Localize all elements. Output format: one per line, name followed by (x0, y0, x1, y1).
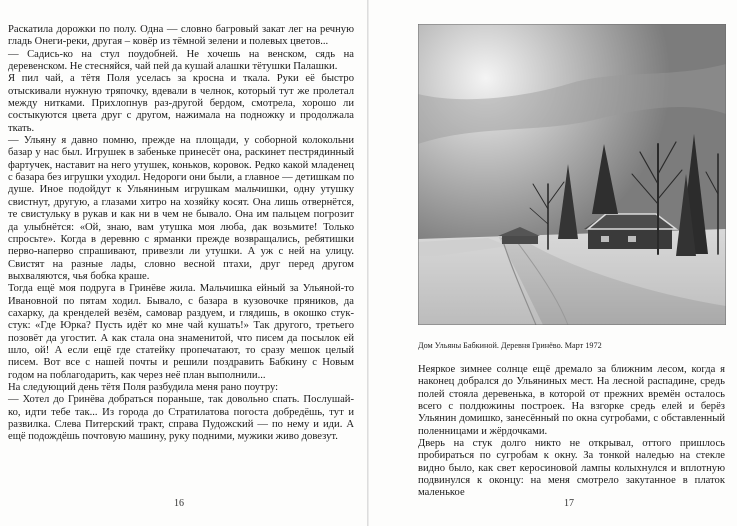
paragraph: Дверь на стук долго никто не открывал, оттого пришлось пробираться по сугробам к окну. За тонкой наледью на стекле видно было, как свет керосиновой лампы колыхнулся и вплотную подвинулся к оконцу: на меня смотрело закутанное в платок маленькое (418, 438, 725, 499)
page-number-left: 16 (174, 498, 184, 509)
photo-caption: Дом Ульяны Бабкиной. Деревня Гринёво. Март 1972 (418, 341, 602, 350)
paragraph: Я пил чай, а тётя Поля уселась за кросна и ткала. Руки её быстро отыскивали нужную тряпочку, вдевали в челнок, который тут же пролетал между нитками. Прихлопнув раз-другой бердом, смотрела, хорошо ли состыкуются цвета друг с другом, нажимала на подножку и продолжала ткать. (8, 73, 354, 134)
paragraph: Раскатила дорожки по полу. Одна — словно багровый закат лег на речную гладь Онеги-реки, другая – ковёр из тёмной зелени и полевых цветов... (8, 24, 354, 48)
left-page (0, 0, 368, 526)
house-photo (418, 24, 726, 325)
paragraph: — Хотел до Гринёва добраться пораньше, так довольно спать. Послушай-ко, идти тебе так... Из города до Стратилатова погоста добредёшь, тут и развилка. Слева Питерский тракт, справа Пудожский — по нему и иди. А ещё подождёшь почтовую машину, руку подними, мужики живо довезут. (8, 394, 354, 443)
right-page (369, 0, 737, 526)
left-page-text (8, 24, 354, 444)
paragraph: Тогда ещё моя подруга в Гринёве жила. Мальчишка ейный за Ульяной-то Ивановной по пятам ходил. Бывало, с базара в кузовочке пряников, да сахарку, да кренделей везём, самовар раздуем, и глядишь, в окошко стук-стук: «Где Юрка? Пусть идёт ко мне чай кушать!» Так другого, третьего позовёт да угостит. А как стала она знаменитой, что писем да посылок ей шло, ой! А если ещё где статейку пропечатают, то сразу мешок целый писем. Вот все с нашей почты и решили поздравить Бабкину с Новым годом на поблагодарить, как через неё план выполнили... (8, 283, 354, 381)
paragraph: — Ульяну я давно помню, прежде на площади, у соборной колокольни базар у нас был. Игрушек в забеньке принесёт она, раскинет пестрядинный фартучек, наставит на него утушек, коньков, коровок. Редко какой младенец с базара без игрушки уходил. Недороги они были, а главное — детишкам по душе. Иное подойдут к Ульяниным игрушкам мальчишки, одну утушку свистнут, другую, а глазами хитро на хозяйку косят. Она лишь отвернётся, те свистульку в рукав и как ни в чем не бывало. Она им пальцем погрозит да улыбнётся: «Ой, знаю, вам утушка моя люба, дак возьмите! Только спросьте». Когда в деревню с ярманки прежде возвращались, ребятишки перво-наперво спрашивают, привезли ли утушки. А уж с ней на улицу. Свистят на разные лады, словно весной птахи, друг перед другом выхваляются, чья бобка краше. (8, 135, 354, 282)
right-page-text (418, 364, 725, 500)
page-number-right: 17 (564, 498, 574, 509)
paragraph: Неяркое зимнее солнце ещё дремало за ближним лесом, когда я наконец добрался до Ульяниных мест. На лесной распадине, средь полей стояла деревенька, в которой от прежних времён осталось всего с полдюжины построек. На взгорке средь елей и берёз Ульянин домишко, занесённый по окна сугробами, с обставленный поленницами и жёрдочками. (418, 364, 725, 437)
paragraph: На следующий день тётя Поля разбудила меня рано поутру: (8, 381, 279, 393)
paragraph: — Садись-ко на стул поудобней. Не хочешь на венском, сядь на деревенском. Не стесняйся, чай пей да кушай алашки тётушки Палашки. (8, 48, 354, 73)
